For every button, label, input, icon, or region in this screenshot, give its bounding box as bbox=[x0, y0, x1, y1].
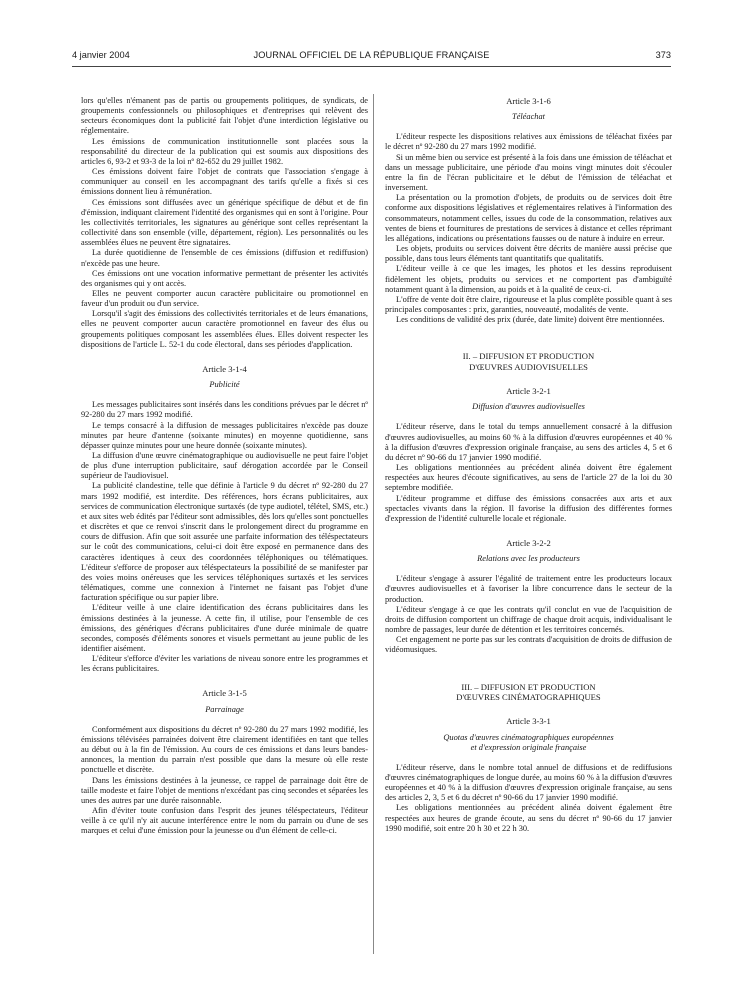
paragraph: Afin d'éviter toute confusion dans l'esprit des jeunes téléspectateurs, l'éditeur veille à ce qu'il n'y ait aucune interférence entre le nom du parrain ou d'une de ses marques et celui d'une émission pour la jeunesse ou d'un élément de celle-ci. bbox=[81, 806, 368, 836]
paragraph: L'éditeur s'engage à ce que les contrats qu'il conclut en vue de l'acquisition de droits de diffusion comportent un chiffrage de chaque droit acquis, individualisant le nombre de passages, leur durée de détention et les territoires concernés. bbox=[385, 604, 672, 635]
journal-title: JOURNAL OFFICIEL DE LA RÉPUBLIQUE FRANÇAISE bbox=[253, 50, 490, 60]
paragraph: Ces émissions doivent faire l'objet de contrats que l'association s'engage à communiquer au conseil en les accompagnant des tarifs qu'elle a fixés si ces émissions donnent lieu à rémunération. bbox=[81, 167, 368, 197]
section-heading-line: D'ŒUVRES CINÉMATOGRAPHIQUES bbox=[456, 691, 601, 702]
paragraph: L'éditeur s'engage à assurer l'égalité de traitement entre les producteurs locaux d'œuvres audiovisuelles et à favoriser la libre concurrence dans le secteur de la production. bbox=[385, 574, 672, 604]
paragraph: Les obligations mentionnées au précédent alinéa doivent également être respectées aux heures de grande écoute, au sens du décret nº 90-66 du 17 janvier 1990 modifié, soit entre 20 h 30 et 22 h 30. bbox=[385, 803, 672, 833]
page-number: 373 bbox=[655, 50, 671, 60]
left-column bbox=[81, 96, 368, 836]
paragraph: Dans les émissions destinées à la jeunesse, ce rappel de parrainage doit être de taille modeste et faire l'objet de mentions n'excédant pas cinq secondes et séparées les unes des autres par une durée raisonnable. bbox=[81, 775, 368, 805]
article-subtitle: Téléachat bbox=[511, 112, 546, 122]
paragraph: Cet engagement ne porte pas sur les contrats d'acquisition de droits de diffusion de vidéomusiques. bbox=[385, 635, 672, 655]
paragraph: Les émissions de communication institutionnelle sont placées sous la responsabilité du directeur de la publication qui est soumis aux dispositions des articles 6, 93-2 et 93-3 de la loi nº 82-652 du 29 juillet 1982. bbox=[81, 136, 368, 166]
paragraph: Les messages publicitaires sont insérés dans les conditions prévues par le décret nº 92-280 du 27 mars 1992 modifié. bbox=[81, 400, 368, 420]
article-heading: Article 3-2-1 bbox=[506, 386, 551, 397]
article-subtitle: et d'expression originale française bbox=[470, 742, 587, 752]
article-heading: Article 3-1-5 bbox=[202, 688, 247, 699]
article-subtitle: Parrainage bbox=[205, 704, 244, 714]
paragraph: Les obligations mentionnées au précédent alinéa doivent être également respectées aux heures d'écoute significatives, au sens de l'article 27 de la loi du 30 septembre modifiée. bbox=[385, 463, 672, 493]
paragraph: L'éditeur programme et diffuse des émissions consacrées aux arts et aux spectacles vivants dans la région. Il favorise la diffusion des différentes formes d'expression de l'identité culturelle locale et régionale. bbox=[385, 493, 672, 523]
section-heading-line: II. – DIFFUSION ET PRODUCTION bbox=[462, 351, 595, 362]
paragraph: La diffusion d'une œuvre cinématographique ou audiovisuelle ne peut faire l'objet de plus d'une interruption publicitaire, sauf dérogation accordée par le Conseil supérieur de l'audiovisuel. bbox=[81, 451, 368, 481]
article-heading: Article 3-3-1 bbox=[506, 716, 551, 727]
issue-date: 4 janvier 2004 bbox=[72, 50, 130, 60]
paragraph: Les conditions de validité des prix (durée, date limite) doivent être mentionnées. bbox=[396, 315, 665, 325]
article-subtitle: Publicité bbox=[209, 380, 240, 390]
article-heading: Article 3-2-2 bbox=[506, 537, 551, 548]
paragraph: L'offre de vente doit être claire, rigoureuse et la plus complète possible quant à ses principales composantes : prix, garanties, nouveauté, modalités de vente. bbox=[385, 294, 672, 314]
section-heading bbox=[385, 351, 672, 372]
paragraph: Conformément aux dispositions du décret nº 92-280 du 27 mars 1992 modifié, les émissions télévisées parrainées doivent être clairement identifiées en tant que telles au début ou à la fin de l'émission. Au cours de ces émissions et dans leurs bandes-annonces, la mention du parrain n'est possible que dans la mesure où elle reste ponctuelle et discrète. bbox=[81, 724, 368, 775]
article-heading: Article 3-1-6 bbox=[506, 96, 551, 106]
paragraph: L'éditeur veille à ce que les images, les photos et les dessins reproduisent fidèlement les objets, produits ou services et ne comportent pas d'ambiguïté notamment quant à la dimension, au poids et à la qualité de ceux-ci. bbox=[385, 264, 672, 294]
paragraph: Si un même bien ou service est présenté à la fois dans une émission de téléachat et dans un message publicitaire, une période d'au moins vingt minutes doit s'écouler entre la fin de l'écran publicitaire et le début de l'émission de téléachat et inversement. bbox=[385, 152, 672, 193]
paragraph: Les objets, produits ou services doivent être décrits de manière aussi précise que possible, dans tous leurs éléments tant quantitatifs que qualitatifs. bbox=[385, 244, 672, 264]
column-divider bbox=[373, 94, 374, 954]
header-rule bbox=[72, 66, 671, 67]
paragraph: Ces émissions ont une vocation informative permettant de présenter les activités des organismes qui y ont accès. bbox=[81, 268, 368, 288]
article-subtitle: Relations avec les producteurs bbox=[477, 554, 580, 564]
paragraph: lors qu'elles n'émanent pas de partis ou groupements politiques, de syndicats, de groupements confessionnels ou philosophiques et d'entreprises qui relèvent des secteurs économiques dont la publicité fait l'objet d'une interdiction législative ou réglementaire. bbox=[81, 96, 368, 136]
paragraph: Lorsqu'il s'agit des émissions des collectivités territoriales et de leurs émanations, elles ne peuvent comporter aucun caractère promotionnel en faveur des élus ou groupements politiques composant les assemblées élues. Elles doivent respecter les dispositions de l'article L. 52-1 du code électoral, dans ses périodes d'application. bbox=[81, 309, 368, 349]
paragraph: L'éditeur réserve, dans le total du temps annuellement consacré à la diffusion d'œuvres audiovisuelles, au moins 60 % à la diffusion d'œuvres européennes et 40 % à la diffusion d'œuvres d'expression originale française, au sens des articles 4, 5 et 6 du décret nº 90-66 du 17 janvier 1990 modifié. bbox=[385, 422, 672, 462]
section-heading-line: III. – DIFFUSION ET PRODUCTION bbox=[461, 681, 596, 692]
paragraph: L'éditeur s'efforce d'éviter les variations de niveau sonore entre les programmes et les écrans publicitaires. bbox=[81, 654, 368, 674]
paragraph: Ces émissions sont diffusées avec un générique spécifique de début et de fin d'émission, indiquant clairement l'identité des organismes qui en sont à l'origine. Pour les collectivités territoriales, les signatures au générique sont celles représentant la collectivité dans son ensemble (ville, département, région). Les personnalités ou les assemblées élues ne peuvent être signataires. bbox=[81, 197, 368, 248]
section-heading bbox=[385, 682, 672, 703]
article-heading: Article 3-1-4 bbox=[202, 363, 247, 374]
page-header bbox=[72, 50, 671, 64]
article-subtitle: Diffusion d'œuvres audiovisuelles bbox=[472, 402, 585, 412]
section-heading-line: D'ŒUVRES AUDIOVISUELLES bbox=[469, 361, 588, 372]
right-column bbox=[385, 96, 672, 834]
paragraph: L'éditeur réserve, dans le nombre total annuel de diffusions et de rediffusions d'œuvres cinématographiques de longue durée, au moins 60 % à la diffusion d'œuvres européennes et 40 % à la diffusion d'œuvres d'expression originale française, au sens des articles 2, 3, 5 et 6 du décret nº 90-66 du 17 janvier 1990 modifié. bbox=[385, 762, 672, 803]
paragraph: Elles ne peuvent comporter aucun caractère publicitaire ou promotionnel en faveur d'un produit ou d'un service. bbox=[81, 288, 368, 309]
paragraph: Le temps consacré à la diffusion de messages publicitaires n'excède pas douze minutes par heure d'antenne (soixante minutes) en moyenne quotidienne, sans dépasser quinze minutes pour une heure donnée (soixante minutes). bbox=[81, 420, 368, 450]
paragraph: L'éditeur veille à une claire identification des écrans publicitaires dans les émissions destinées à la jeunesse. A cette fin, il utilise, pour l'ensemble de ces émissions, des génériques d'écrans publicitaires d'une durée minimale de quatre secondes, composés d'éléments sonores et visuels permettant au jeune public de les identifier aisément. bbox=[81, 603, 368, 653]
paragraph: L'éditeur respecte les dispositions relatives aux émissions de téléachat fixées par le décret nº 92-280 du 27 mars 1992 modifié. bbox=[385, 132, 672, 152]
article-subtitle: Quotas d'œuvres cinématographiques européennes bbox=[443, 732, 614, 742]
paragraph: La publicité clandestine, telle que définie à l'article 9 du décret nº 92-280 du 27 mars 1992 modifié, est interdite. Des références, hors écrans publicitaires, aux services de communication électronique surtaxés (de type audiotel, télétel, SMS, etc.) et aux sites web édités par l'éditeur sont admissibles, dès lors qu'elles sont ponctuelles et discrètes et que ce renvoi s'inscrit dans le prolongement direct du programme en cours de diffusion. Afin que soit assurée une parfaite information des téléspectateurs sur le coût des communications, celui-ci doit être exposé en permanence dans des caractères identiques à ceux des coordonnées téléphoniques ou télématiques. L'éditeur s'efforce de proposer aux téléspectateurs la possibilité de se manifester par des voies moins onéreuses que les services téléphoniques surtaxés et les services télématiques, comme une connexion à l'internet ne faisant pas l'objet d'une facturation spécifique ou sur papier libre. bbox=[81, 481, 368, 603]
paragraph: La durée quotidienne de l'ensemble de ces émissions (diffusion et rediffusion) n'excède pas une heure. bbox=[81, 248, 368, 268]
paragraph: La présentation ou la promotion d'objets, de produits ou de services doit être conforme aux dispositions législatives et réglementaires relatives à l'information des consommateurs, notamment celles, issues du code de la consommation, relatives aux ventes de biens et fournitures de prestations de services à distance et celles réprimant les allégations, indications ou présentations fausses ou de nature à induire en erreur. bbox=[385, 193, 672, 243]
